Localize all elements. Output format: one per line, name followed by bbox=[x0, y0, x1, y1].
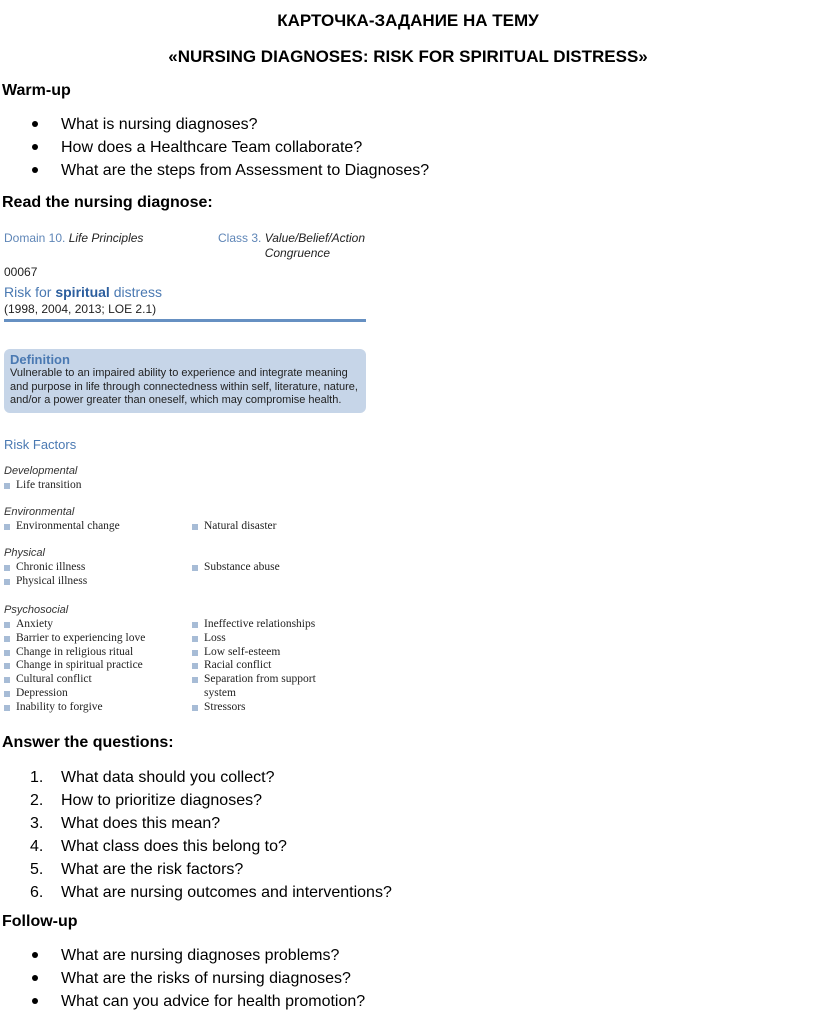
list-item: 4. What class does this belong to? bbox=[30, 838, 287, 855]
class-value: Value/Belief/Action Congruence bbox=[264, 231, 365, 260]
domain-label: Domain 10. bbox=[4, 231, 66, 245]
list-item: Anxiety bbox=[4, 618, 145, 632]
category-developmental: Developmental bbox=[4, 465, 78, 477]
list-item: What are nursing diagnoses problems? bbox=[0, 944, 365, 967]
psychosocial-right bbox=[192, 618, 316, 715]
definition-title: Definition bbox=[10, 352, 70, 367]
list-item: What are the risks of nursing diagnoses? bbox=[0, 967, 365, 990]
domain-line bbox=[4, 231, 143, 245]
diagnosis-years: (1998, 2004, 2013; LOE 2.1) bbox=[4, 302, 157, 316]
list-item: Environmental change bbox=[4, 520, 120, 534]
list-item: Change in religious ritual bbox=[4, 646, 145, 660]
list-item: What can you advice for health promotion? bbox=[0, 990, 365, 1013]
physical-left bbox=[4, 561, 87, 589]
risk-factors-title: Risk Factors bbox=[4, 437, 77, 452]
list-item: Substance abuse bbox=[192, 561, 280, 575]
list-item: Depression bbox=[4, 687, 145, 701]
list-item: Natural disaster bbox=[192, 520, 277, 534]
developmental-left bbox=[4, 479, 81, 493]
list-item: What are the steps from Assessment to Diagnoses? bbox=[0, 159, 429, 182]
list-item: Stressors bbox=[192, 701, 316, 715]
list-item: 1. What data should you collect? bbox=[30, 769, 275, 786]
list-item: How does a Healthcare Team collaborate? bbox=[0, 136, 429, 159]
questions-list bbox=[0, 766, 392, 904]
warmup-heading: Warm-up bbox=[2, 82, 71, 99]
divider bbox=[4, 319, 366, 322]
physical-right bbox=[192, 561, 280, 575]
list-item: Physical illness bbox=[4, 575, 87, 589]
card-title: КАРТОЧКА-ЗАДАНИЕ НА ТЕМУ bbox=[277, 11, 539, 30]
topic-title: «NURSING DIAGNOSES: RISK FOR SPIRITUAL DISTRESS» bbox=[168, 47, 648, 66]
list-item: system bbox=[204, 686, 236, 699]
answer-heading: Answer the questions: bbox=[2, 734, 174, 751]
warmup-list bbox=[0, 113, 429, 182]
read-heading: Read the nursing diagnose: bbox=[2, 194, 213, 211]
category-psychosocial: Psychosocial bbox=[4, 604, 69, 616]
psychosocial-left bbox=[4, 618, 145, 715]
followup-list bbox=[0, 944, 365, 1013]
list-item: Change in spiritual practice bbox=[4, 659, 145, 673]
list-item: Separation from support bbox=[192, 673, 316, 687]
environmental-right bbox=[192, 520, 277, 534]
list-item: Cultural conflict bbox=[4, 673, 145, 687]
list-item: Inability to forgive bbox=[4, 701, 145, 715]
list-item: Loss bbox=[192, 632, 316, 646]
list-item: Low self-esteem bbox=[192, 646, 316, 660]
list-item: 6. What are nursing outcomes and interventions? bbox=[30, 884, 392, 901]
class-line bbox=[218, 231, 365, 261]
definition-box bbox=[4, 349, 366, 413]
diagnosis-excerpt bbox=[0, 228, 380, 718]
class-label: Class 3. bbox=[218, 231, 262, 245]
environmental-left bbox=[4, 520, 120, 534]
list-item: 3. What does this mean? bbox=[30, 815, 221, 832]
category-environmental: Environmental bbox=[4, 506, 75, 518]
list-item: What is nursing diagnoses? bbox=[0, 113, 429, 136]
category-physical: Physical bbox=[4, 547, 45, 559]
list-item: 5. What are the risk factors? bbox=[30, 861, 244, 878]
list-item: Chronic illness bbox=[4, 561, 87, 575]
list-item: Barrier to experiencing love bbox=[4, 632, 145, 646]
list-item: Ineffective relationships bbox=[192, 618, 316, 632]
diagnosis-code: 00067 bbox=[4, 265, 38, 279]
definition-text: Vulnerable to an impaired ability to experience and integrate meaning and purpose in life through connectedness within self, literature, nature, and/or a power greater than oneself, which may compromise health. bbox=[10, 367, 358, 406]
diagnosis-name: Risk for spiritual distress bbox=[4, 284, 162, 300]
domain-value: Life Principles bbox=[68, 231, 144, 245]
list-item: Racial conflict bbox=[192, 659, 316, 673]
list-item: 2. How to prioritize diagnoses? bbox=[30, 792, 262, 809]
list-item: Life transition bbox=[4, 479, 81, 493]
followup-heading: Follow-up bbox=[2, 913, 78, 930]
